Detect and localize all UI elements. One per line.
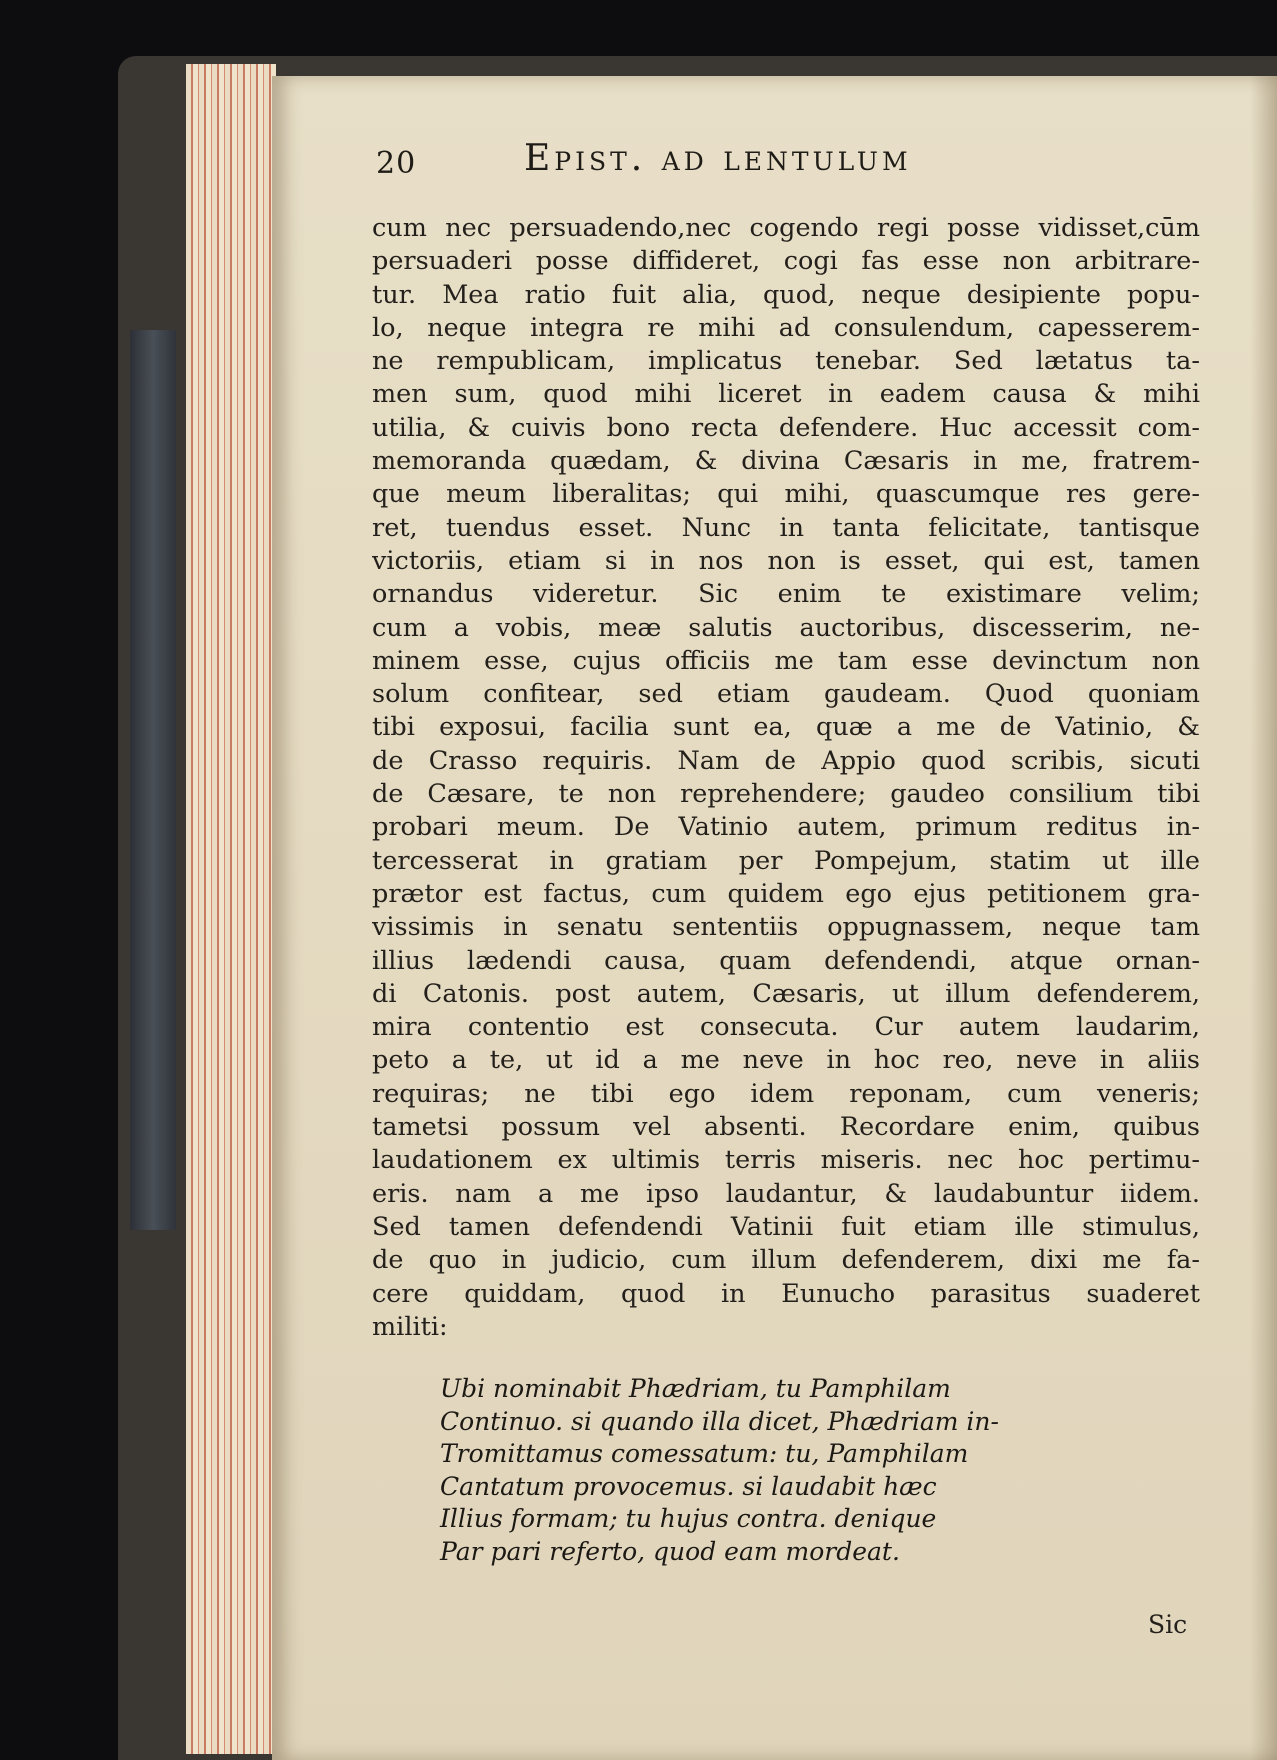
verse-line: Par pari referto, quod eam mordeat. <box>440 1536 900 1566</box>
running-title: Epist. ad lentulum <box>524 138 912 179</box>
verse-line: Tromittamus comessatum: tu, Pamphilam <box>440 1439 969 1468</box>
text-line: tametsi possum vel absenti. Recordare enim, quibus <box>372 1112 1200 1143</box>
text-line: Sed tamen defendendi Vatinii fuit etiam ille stimulus, <box>372 1211 1200 1242</box>
text-line: cere quiddam, quod in Eunucho parasitus suaderet <box>372 1278 1200 1309</box>
running-head <box>376 138 1076 190</box>
verse-line: Illius formam; tu hujus contra. denique <box>440 1504 937 1533</box>
text-line: peto a te, ut id a me neve in hoc reo, neve in aliis <box>372 1045 1200 1076</box>
text-line: di Catonis. post autem, Cæsaris, ut illum defenderem, <box>372 978 1200 1009</box>
book-spine <box>130 330 176 1230</box>
text-line: illius lædendi causa, quam defendendi, atque ornan- <box>372 945 1200 976</box>
text-line: tibi exposui, facilia sunt ea, quæ a me de Vatinio, & <box>372 712 1200 743</box>
page-number: 20 <box>376 146 417 181</box>
text-line: probari meum. De Vatinio autem, primum reditus in- <box>372 812 1200 843</box>
text-line: que meum liberalitas; qui mihi, quascumque res gere- <box>372 479 1200 510</box>
text-line: mira contentio est consecuta. Cur autem laudarim, <box>372 1012 1200 1043</box>
verse-line: Continuo. si quando illa dicet, Phædriam in- <box>440 1406 999 1436</box>
text-line: persuaderi posse diffideret, cogi fas esse non arbitrare- <box>372 246 1200 277</box>
text-line: tur. Mea ratio fuit alia, quod, neque desipiente popu- <box>372 279 1200 310</box>
page-edges <box>186 64 276 1754</box>
text-line: de Cæsare, te non reprehendere; gaudeo consilium tibi <box>372 779 1200 810</box>
catchword: Sic <box>1148 1610 1188 1639</box>
text-line: lo, neque integra re mihi ad consulendum, capesserem- <box>372 312 1200 343</box>
text-line: ret, tuendus esset. Nunc in tanta felicitate, tantisque <box>372 512 1200 543</box>
text-line: de Crasso requiris. Nam de Appio quod scribis, sicuti <box>372 745 1200 776</box>
text-line: solum confitear, sed etiam gaudeam. Quod quoniam <box>372 679 1200 710</box>
text-line: de quo in judicio, cum illum defenderem, dixi me fa- <box>372 1245 1200 1276</box>
letter-body <box>372 212 1200 1344</box>
text-line: cum nec persuadendo,nec cogendo regi posse vidisset,cūm <box>372 213 1200 243</box>
verse-quotation <box>440 1373 1080 1568</box>
text-line: tercesserat in gratiam per Pompejum, statim ut ille <box>372 845 1200 876</box>
text-line: victoriis, etiam si in nos non is esset, qui est, tamen <box>372 545 1200 576</box>
verse-line: Cantatum provocemus. si laudabit hæc <box>440 1471 937 1501</box>
text-line: minem esse, cujus officiis me tam esse devinctum non <box>372 645 1200 676</box>
text-line: ne rempublicam, implicatus tenebar. Sed lætatus ta- <box>372 346 1200 377</box>
text-line: ornandus videretur. Sic enim te existimare velim; <box>372 579 1200 610</box>
text-line: vissimis in senatu sententiis oppugnassem, neque tam <box>372 912 1200 943</box>
page-gutter-shadow <box>1250 76 1277 1760</box>
text-line: militi: <box>372 1311 448 1342</box>
text-line: men sum, quod mihi liceret in eadem causa & mihi <box>372 379 1200 410</box>
text-line: prætor est factus, cum quidem ego ejus petitionem gra- <box>372 878 1200 909</box>
text-line: memoranda quædam, & divina Cæsaris in me, fratrem- <box>372 446 1200 477</box>
text-line: eris. nam a me ipso laudantur, & laudabuntur iidem. <box>372 1178 1200 1209</box>
verse-line: Ubi nominabit Phædriam, tu Pamphilam <box>440 1374 951 1403</box>
text-line: laudationem ex ultimis terris miseris. nec hoc pertimu- <box>372 1145 1200 1176</box>
text-line: utilia, & cuivis bono recta defendere. Huc accessit com- <box>372 412 1200 443</box>
text-line: requiras; ne tibi ego idem reponam, cum veneris; <box>372 1078 1200 1109</box>
text-line: cum a vobis, meæ salutis auctoribus, discesserim, ne- <box>372 612 1200 643</box>
